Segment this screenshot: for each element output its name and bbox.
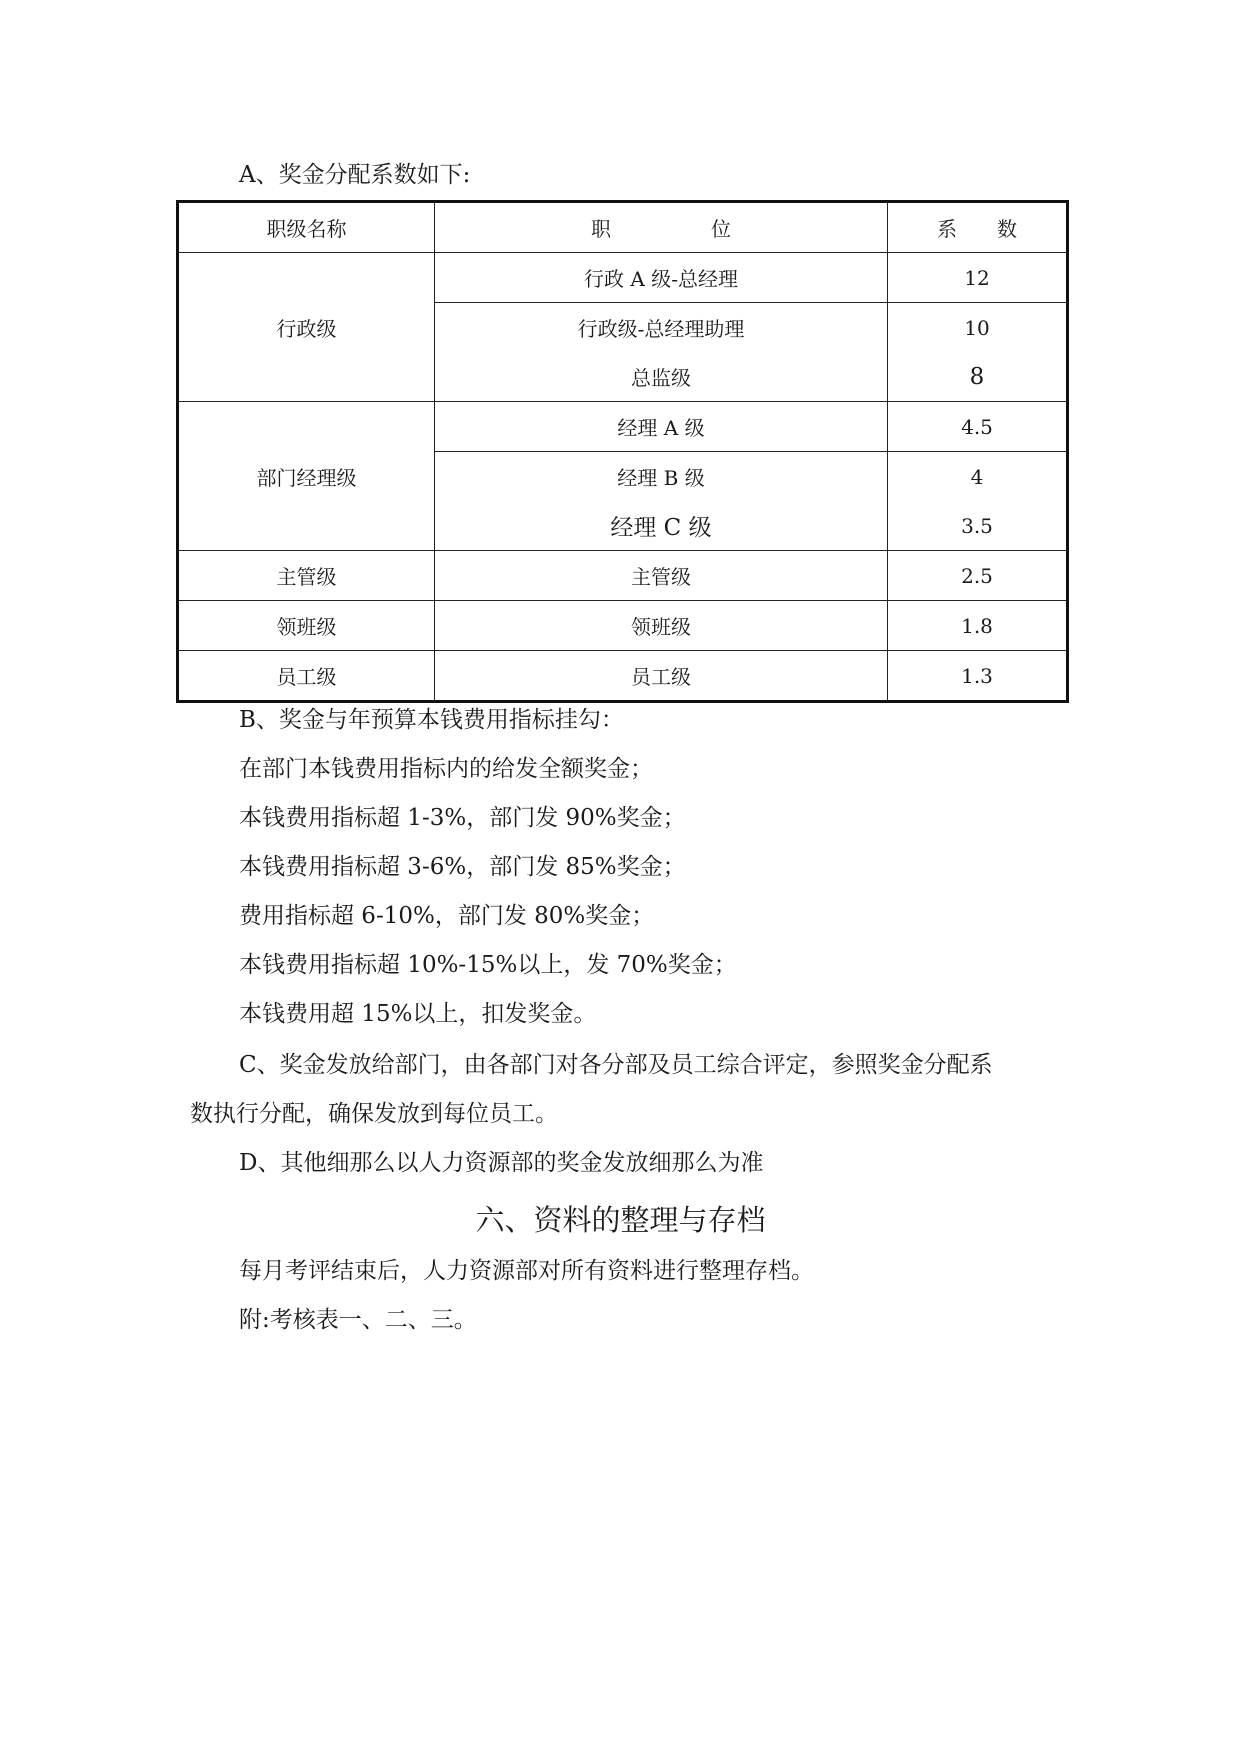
coef-cell: 1.8 (888, 601, 1068, 651)
header-coef: 系 数 (888, 202, 1068, 253)
section-b-line: 本钱费用超 15%以上，扣发奖金。 (239, 1001, 597, 1027)
header-level: 职级名称 (178, 202, 435, 253)
section-d-text: D、其他细那么以人力资源部的奖金发放细那么为准 (239, 1150, 764, 1176)
section-b-line: 本钱费用指标超 1-3%，部门发 90%奖金； (239, 805, 686, 831)
coef-cell: 2.5 (888, 551, 1068, 601)
table-row (178, 402, 1068, 452)
position-cell: 行政 A 级-总经理 (435, 253, 888, 303)
section-b-line: 费用指标超 6-10%，部门发 80%奖金； (239, 903, 655, 929)
position-cell: 主管级 (435, 551, 888, 601)
position-cell: 经理 B 级 (435, 452, 888, 502)
level-cell: 部门经理级 (178, 402, 435, 551)
position-cell: 领班级 (435, 601, 888, 651)
table-row (178, 601, 1068, 651)
coef-cell: 12 (888, 253, 1068, 303)
coef-cell: 4 (888, 452, 1068, 502)
section-b-line: 本钱费用指标超 3-6%，部门发 85%奖金； (239, 854, 686, 880)
position-cell: 员工级 (435, 651, 888, 702)
section-b-line: 本钱费用指标超 10%-15%以上，发 70%奖金； (239, 952, 737, 978)
coef-cell: 4.5 (888, 402, 1068, 452)
header-position: 职 位 (435, 202, 888, 253)
section-six-heading: 六、资料的整理与存档 (475, 1203, 766, 1237)
section-b-title: B、奖金与年预算本钱费用指标挂勾： (239, 707, 624, 733)
table-row (178, 651, 1068, 702)
position-cell: 总监级 (435, 352, 888, 402)
position-cell: 经理 C 级 (435, 501, 888, 551)
section-c-line1: C、奖金发放给部门，由各部门对各分部及员工综合评定，参照奖金分配系 (239, 1052, 993, 1078)
table-row (178, 551, 1068, 601)
level-cell: 员工级 (178, 651, 435, 702)
bonus-coefficient-table (176, 200, 1069, 703)
section-b-line: 在部门本钱费用指标内的给发全额奖金； (239, 756, 653, 782)
level-cell: 行政级 (178, 253, 435, 402)
coef-cell: 10 (888, 303, 1068, 353)
appendix-line: 附:考核表一、二、三。 (239, 1307, 477, 1333)
table-header-row (178, 202, 1068, 253)
section-a-intro: A、奖金分配系数如下: (239, 162, 471, 188)
coef-cell: 3.5 (888, 501, 1068, 551)
position-cell: 经理 A 级 (435, 402, 888, 452)
table-row (178, 253, 1068, 303)
section-six-text: 每月考评结束后，人力资源部对所有资料进行整理存档。 (239, 1258, 814, 1284)
section-c-line2: 数执行分配，确保发放到每位员工。 (190, 1101, 558, 1127)
level-cell: 主管级 (178, 551, 435, 601)
level-cell: 领班级 (178, 601, 435, 651)
position-cell: 行政级-总经理助理 (435, 303, 888, 353)
coef-cell: 8 (888, 352, 1068, 402)
coef-cell: 1.3 (888, 651, 1068, 702)
